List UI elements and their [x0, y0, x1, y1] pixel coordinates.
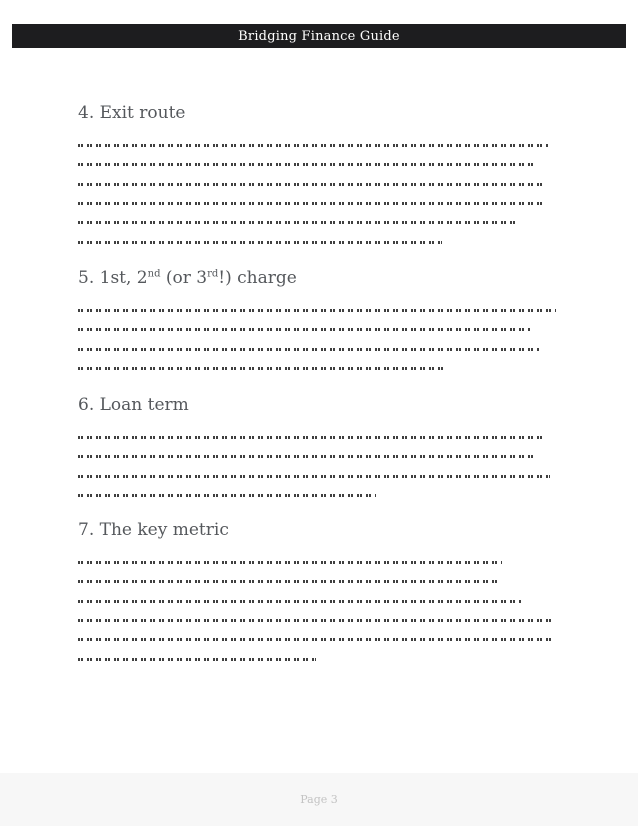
- section-body: [78, 428, 558, 505]
- section-exit-route: [78, 102, 558, 252]
- section-body: [78, 136, 558, 252]
- section-loan-term: [78, 394, 558, 505]
- section-heading: 6. Loan term: [78, 395, 189, 415]
- section-heading: 5. 1st, 2nd (or 3rd!) charge: [78, 268, 297, 288]
- section-key-metric: [78, 519, 558, 669]
- section-charge: [78, 267, 558, 378]
- section-body: [78, 301, 558, 378]
- page-footer: [0, 773, 638, 826]
- section-heading: 4. Exit route: [78, 103, 186, 123]
- section-heading: 7. The key metric: [78, 520, 229, 540]
- page-number: Page 3: [300, 793, 338, 806]
- header-bar: [12, 24, 626, 48]
- document-title: Bridging Finance Guide: [238, 28, 400, 44]
- section-body: [78, 553, 558, 669]
